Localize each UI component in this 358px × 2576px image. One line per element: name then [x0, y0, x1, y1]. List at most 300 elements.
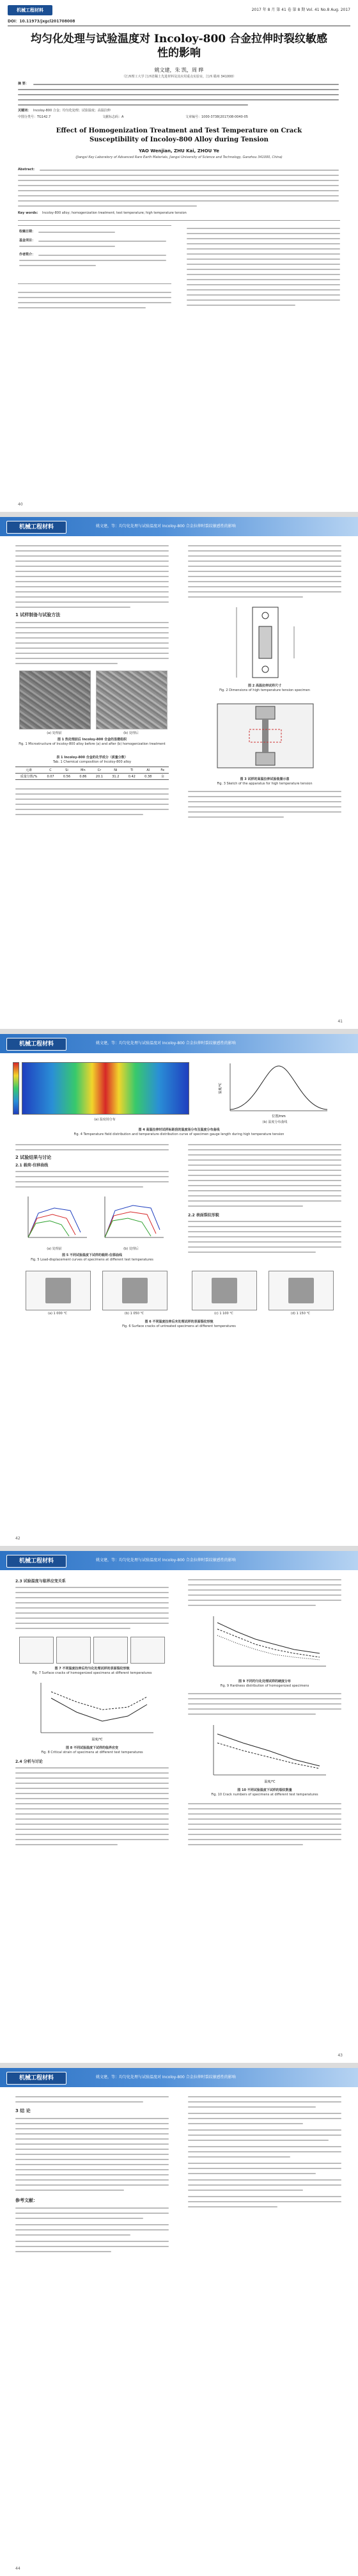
- text-line: [15, 2174, 169, 2175]
- text-line: [188, 1236, 341, 1237]
- fig4-heatmap: [22, 1062, 189, 1115]
- header-band: [0, 1034, 358, 1053]
- authors-cn: 姚文建，朱 凯，周 晔: [154, 67, 204, 73]
- text-line: [18, 307, 146, 308]
- text-line: [188, 796, 341, 797]
- reference-line: [15, 2251, 111, 2252]
- text-line: [15, 586, 169, 587]
- text-line: [15, 561, 169, 562]
- doi: DOI：10.11973/jxgcl201708008: [8, 19, 75, 24]
- header-band: [0, 2068, 358, 2087]
- text-line: [15, 1839, 169, 1840]
- journal-logo: 机械工程材料: [6, 1038, 66, 1051]
- fig1-sub-b: (b) 处理后: [123, 731, 139, 735]
- table-cell: 0.07: [42, 774, 58, 780]
- heading-1: 1 试样制备与试验方法: [15, 612, 61, 617]
- text-line: [188, 1844, 303, 1845]
- page-number: 42: [15, 1536, 20, 1541]
- text-line: [15, 1824, 169, 1825]
- table-cell: 质量分数/%: [15, 774, 42, 780]
- text-line: [188, 1195, 341, 1197]
- fig4-colorbar: [13, 1062, 19, 1115]
- text-line: [188, 1180, 341, 1181]
- text-line: [15, 1818, 169, 1820]
- journal-logo: 机械工程材料: [6, 2072, 66, 2085]
- header-band: [0, 517, 358, 536]
- text-line: [15, 1623, 169, 1624]
- text-line: [15, 2123, 169, 2124]
- specimen-photo: [19, 1637, 54, 1664]
- table-cell: 余: [156, 774, 169, 780]
- text-line: [15, 566, 169, 567]
- text-line: [15, 1772, 169, 1774]
- fig4-caption: 图 4 高温拉伸时试样标距段的温度场分布及温度分布曲线: [138, 1128, 220, 1132]
- load-curve: [105, 1205, 160, 1237]
- title-cn: 均匀化处理与试验温度对 Incoloy-800 合金拉伸时裂纹敏感性的影响: [30, 33, 328, 60]
- text-line: [15, 1186, 143, 1188]
- text-line: [15, 2184, 169, 2186]
- text-line: [15, 2138, 169, 2140]
- text-line: [18, 297, 171, 298]
- text-line: [188, 806, 341, 807]
- text-line: [188, 791, 341, 792]
- fig9-caption-en: Fig. 9 Hardness distribution of homogenized specimens: [220, 1684, 309, 1688]
- table-row: [15, 774, 169, 780]
- text-line: [188, 1226, 341, 1227]
- fig9-caption: 图 9 不同均匀化处理试样的硬度分布: [238, 1680, 291, 1683]
- text-line: [15, 2159, 169, 2160]
- text-line: [18, 292, 171, 293]
- text-line: [18, 185, 339, 186]
- text-line: [15, 622, 169, 623]
- fig10-crack-number-chart: [198, 1721, 332, 1785]
- specimen: [262, 719, 268, 752]
- text-line: [15, 653, 169, 654]
- text-line: [188, 576, 341, 577]
- text-line: [15, 571, 169, 572]
- fig5-plot-a: [19, 1194, 90, 1245]
- text-line: [15, 1628, 130, 1629]
- text-line: [188, 581, 341, 582]
- fig10-caption-en: Fig. 10 Crack numbers of specimens at different test temperatures: [211, 1793, 318, 1797]
- table-cell: Ni: [107, 767, 123, 774]
- text-line: [188, 1708, 341, 1710]
- page-number: 43: [338, 2053, 343, 2058]
- text-line: [15, 658, 169, 659]
- text-line: [188, 1221, 341, 1222]
- text-line: [188, 1231, 341, 1232]
- text-line: [188, 1154, 341, 1156]
- text-line: [15, 637, 169, 639]
- table-cell: 0.42: [124, 774, 140, 780]
- fig9-hardness-chart: [198, 1612, 332, 1676]
- text-line: [188, 1149, 341, 1150]
- fig6-sub-d: (d) 1 150 ℃: [290, 1312, 311, 1316]
- specimen-photo: [130, 1637, 165, 1664]
- specimen-photo: [102, 1271, 167, 1310]
- text-line: [15, 1149, 169, 1150]
- text-line: [18, 104, 248, 106]
- affiliation-cn: （江西理工大学 江西省稀土先进材料及其应用重点实验室，江西 赣州 341000）: [121, 75, 237, 79]
- text-line: [188, 1839, 341, 1840]
- abstract-label: 摘 要：: [18, 82, 29, 86]
- table-cell: Ti: [124, 767, 140, 774]
- text-line: [38, 232, 115, 233]
- text-line: [188, 1205, 303, 1207]
- series-line: [217, 1623, 320, 1653]
- reference-line: [15, 2224, 169, 2225]
- text-line: [15, 814, 143, 815]
- text-line: [15, 1813, 169, 1815]
- keywords-cn-label: 关键词：: [18, 109, 31, 113]
- running-header: 姚文建，等：均匀化处理与试验温度对 Incoloy-800 合金拉伸时裂纹敏感性的影响: [96, 1041, 236, 1046]
- reference-line: [15, 2241, 169, 2242]
- text-line: [15, 799, 169, 800]
- table-cell: 0.86: [75, 774, 91, 780]
- text-line: [188, 555, 341, 557]
- text-line: [188, 566, 341, 567]
- fig6-sub-c: (c) 1 100 ℃: [214, 1312, 233, 1316]
- text-line: [187, 274, 340, 275]
- text-line: [15, 545, 169, 546]
- text-line: [188, 1594, 341, 1596]
- text-line: [187, 279, 340, 280]
- text-line: [187, 243, 340, 244]
- text-line: [188, 1713, 316, 1715]
- page-number: 44: [15, 2566, 20, 2571]
- reference-line: [188, 2163, 341, 2164]
- text-line: [18, 190, 339, 191]
- reference-line: [188, 2135, 341, 2136]
- text-line: [15, 1783, 169, 1784]
- reference-line: [15, 2213, 169, 2214]
- page-1: [0, 0, 358, 512]
- text-line: [15, 2118, 169, 2119]
- fig5-plot-b: [96, 1194, 166, 1245]
- article-number: 文章编号：1000-3738(2017)08-0040-05: [185, 115, 248, 119]
- series-line: [217, 1743, 320, 1769]
- heading-2: 2 试验结果与讨论: [15, 1155, 52, 1160]
- reference-line: [188, 2168, 341, 2169]
- specimen-photo: [192, 1271, 257, 1310]
- running-header: 姚文建，等：均匀化处理与试验温度对 Incoloy-800 合金拉伸时裂纹敏感性的影响: [96, 524, 236, 529]
- text-line: [19, 246, 115, 247]
- fig2-caption: 图 2 高温拉伸试样尺寸: [248, 684, 281, 688]
- fig8-caption: 图 8 不同试验温度下试样的临界应变: [66, 1746, 118, 1750]
- sidebar-label-author: 作者简介：: [19, 253, 36, 257]
- text-line: [188, 801, 341, 802]
- text-line: [188, 1589, 341, 1591]
- text-line: [15, 1171, 169, 1172]
- series-line: [51, 1698, 147, 1721]
- text-line: [15, 1793, 169, 1794]
- text-line: [15, 1618, 169, 1619]
- text-line: [15, 648, 169, 649]
- heading-2-1: 2.1 载荷-位移曲线: [15, 1163, 49, 1168]
- text-line: [188, 1584, 341, 1586]
- journal-logo: 机械工程材料: [6, 1555, 66, 1568]
- reference-line: [188, 2106, 316, 2108]
- text-line: [188, 811, 341, 813]
- page-5: [0, 2068, 358, 2576]
- text-line: [187, 253, 340, 255]
- text-line: [187, 228, 340, 229]
- fig1-caption-en: Fig. 1 Microstructure of Incoloy-800 alloy before (a) and after (b) homogenization treatment: [19, 742, 166, 746]
- text-line: [188, 1175, 341, 1176]
- table1-caption: 表 1 Incoloy-800 合金的化学成分（质量分数）: [56, 756, 128, 759]
- reference-line: [15, 2246, 169, 2247]
- page-number: 41: [338, 1019, 343, 1024]
- text-line: [15, 1602, 169, 1603]
- page-4: [0, 1551, 358, 2063]
- reference-line: [188, 2206, 277, 2207]
- fig1-sub-a: (a) 处理前: [47, 731, 62, 735]
- reference-line: [15, 2234, 130, 2236]
- doc-code: 文献标志码：A: [102, 115, 124, 119]
- text-line: [188, 1579, 341, 1580]
- text-line: [188, 1824, 341, 1825]
- text-line: [15, 1144, 169, 1145]
- abstract-en-label: Abstract:: [18, 168, 35, 171]
- classification: 中图分类号：TG142.7: [18, 115, 51, 119]
- reference-line: [15, 2229, 169, 2230]
- text-line: [188, 1703, 341, 1705]
- text-line: [15, 2101, 143, 2103]
- fig7-caption: 图 7 不同温度拉伸后均匀化处理试样的表面裂纹形貌: [54, 1667, 130, 1671]
- text-line: [15, 2096, 169, 2097]
- sidebar-box: [18, 225, 171, 284]
- text-line: [15, 642, 169, 644]
- table-cell: 0.56: [59, 774, 75, 780]
- reference-line: [188, 2156, 290, 2158]
- text-line: [15, 1597, 169, 1598]
- fig3-caption: 图 3 试样的高温拉伸试验装置示意: [240, 777, 290, 781]
- reference-line: [188, 2173, 316, 2174]
- text-line: [187, 238, 340, 239]
- heading-2-4: 2.4 分析与讨论: [15, 1760, 43, 1764]
- specimen-photo: [56, 1637, 91, 1664]
- fig3-caption-en: Fig. 3 Sketch of the apparatus for high temperature tension: [217, 782, 313, 786]
- text-line: [187, 248, 340, 250]
- text-line: [188, 1829, 341, 1830]
- table1-caption-en: Tab. 1 Chemical composition of Incoloy-800 alloy: [52, 760, 132, 764]
- series-line: [51, 1692, 147, 1710]
- fig3-apparatus: [205, 697, 326, 774]
- text-line: [15, 596, 169, 598]
- reference-line: [188, 2190, 303, 2191]
- fig6-caption: 图 6 不同温度拉伸后未处理试样的表面裂纹形貌: [144, 1320, 214, 1324]
- table-cell: 0.38: [140, 774, 156, 780]
- text-line: [187, 258, 340, 260]
- text-line: [18, 302, 171, 303]
- text-line: [15, 2154, 169, 2155]
- micrograph-after: [96, 671, 167, 729]
- text-line: [188, 1246, 341, 1248]
- text-line: [15, 1777, 169, 1779]
- text-line: [188, 1165, 341, 1166]
- text-line: [188, 1813, 341, 1815]
- reference-line: [188, 2146, 341, 2147]
- text-line: [187, 299, 340, 301]
- text-line: [15, 788, 169, 790]
- journal-logo-text: 机械工程材料: [17, 8, 43, 13]
- text-line: [15, 1181, 169, 1182]
- text-line: [40, 170, 339, 171]
- section-rule: [18, 220, 340, 221]
- text-line: [15, 809, 169, 810]
- reference-line: [15, 2218, 143, 2219]
- fig5-sub-a: (a) 处理前: [47, 1247, 62, 1251]
- text-line: [15, 576, 169, 577]
- reference-line: [188, 2123, 303, 2124]
- text-line: [188, 1600, 341, 1601]
- running-header: 姚文建，等：均匀化处理与试验温度对 Incoloy-800 合金拉伸时裂纹敏感性的影响: [96, 2075, 236, 2079]
- reference-line: [15, 2207, 169, 2209]
- text-line: [188, 1170, 341, 1171]
- text-line: [188, 1159, 341, 1161]
- text-line: [188, 586, 341, 587]
- y-axis-label: 温度/℃: [219, 1083, 222, 1094]
- reference-line: [188, 2196, 341, 2197]
- text-line: [15, 1587, 169, 1588]
- text-line: [19, 260, 166, 261]
- text-line: [188, 596, 303, 598]
- fig5-caption-en: Fig. 5 Load-displacement curves of specimens at different test temperatures: [31, 1258, 153, 1262]
- text-line: [15, 2169, 169, 2170]
- text-line: [188, 1200, 341, 1202]
- fig7-caption-en: Fig. 7 Surface cracks of homogenized specimens at different temperatures: [32, 1671, 152, 1675]
- table-cell: 20.1: [91, 774, 107, 780]
- table-header-row: [15, 767, 169, 774]
- text-line: [188, 1693, 341, 1694]
- specimen-photo: [93, 1637, 128, 1664]
- text-line: [19, 265, 96, 266]
- reference-line: [188, 2118, 341, 2119]
- references-heading: 参考文献：: [15, 2198, 38, 2203]
- grip-bottom: [256, 752, 275, 765]
- text-line: [18, 89, 339, 90]
- text-line: [15, 1176, 169, 1177]
- load-curve: [105, 1212, 156, 1237]
- table-cell: C: [42, 767, 58, 774]
- text-line: [38, 241, 166, 242]
- fig4-curve: [217, 1060, 332, 1118]
- micrograph-before: [19, 671, 91, 729]
- fig8-critical-strain-chart: [26, 1679, 160, 1743]
- text-line: [188, 816, 284, 818]
- text-line: [187, 284, 340, 285]
- text-line: [15, 1607, 169, 1609]
- table-cell: Mn: [75, 767, 91, 774]
- text-line: [15, 1834, 169, 1835]
- table-cell: 31.2: [107, 774, 123, 780]
- text-line: [188, 1144, 341, 1145]
- load-curve: [28, 1214, 75, 1237]
- text-line: [15, 1844, 118, 1845]
- reference-line: [188, 2113, 341, 2114]
- text-line: [188, 591, 341, 592]
- text-line: [15, 555, 169, 557]
- text-line: [18, 180, 339, 181]
- text-line: [188, 1185, 341, 1186]
- specimen-photo: [26, 1271, 91, 1310]
- fig6-sub-b: (b) 1 050 ℃: [124, 1312, 144, 1316]
- table-cell: Cr: [91, 767, 107, 774]
- journal-header: 2017 年 8 月 第 41 卷 第 8 期 Vol. 41 No.8 Aug. 2017: [251, 8, 350, 12]
- text-line: [15, 2190, 124, 2191]
- text-line: [188, 1818, 341, 1820]
- text-line: [15, 2164, 169, 2165]
- text-line: [15, 591, 169, 592]
- reference-line: [188, 2179, 341, 2181]
- running-header: 姚文建，等：均匀化处理与试验温度对 Incoloy-800 合金拉伸时裂纹敏感性的影响: [96, 1558, 236, 1562]
- sidebar-label-fund: 基金项目：: [19, 239, 36, 242]
- fig5-sub-b: (b) 处理后: [123, 1247, 139, 1251]
- text-line: [187, 294, 340, 296]
- fig5-caption: 图 5 不同试验温度下试样的载荷-位移曲线: [61, 1253, 123, 1257]
- specimen-gauge: [259, 626, 272, 658]
- text-line: [187, 289, 340, 290]
- text-line: [15, 2128, 169, 2129]
- text-line: [187, 233, 340, 234]
- fig10-caption: 图 10 不同试验温度下试样的裂纹数量: [237, 1788, 292, 1792]
- text-line: [15, 550, 169, 552]
- text-line: [188, 561, 341, 562]
- table-cell: 元素: [15, 767, 42, 774]
- heading-2-2: 2.2 表面裂纹形貌: [188, 1213, 219, 1218]
- fig1-caption: 图 1 热处理前后 Incoloy-800 合金的显微组织: [57, 738, 127, 742]
- pin-hole: [262, 666, 268, 672]
- fig4-sub-b: (b) 温度分布曲线: [262, 1120, 288, 1124]
- authors-en: YAO Wenjian, ZHU Kai, ZHOU Ye: [139, 148, 219, 154]
- text-line: [18, 175, 339, 176]
- text-line: [15, 1612, 169, 1614]
- sidebar-label-received: 收稿日期：: [19, 230, 36, 234]
- composition-table: [15, 767, 169, 780]
- reference-line: [188, 2101, 341, 2103]
- table-cell: Si: [59, 767, 75, 774]
- text-line: [15, 627, 169, 628]
- page-2: [0, 517, 358, 1029]
- text-line: [15, 581, 169, 582]
- text-line: [15, 1767, 169, 1769]
- text-line: [188, 571, 341, 572]
- text-line: [188, 550, 341, 552]
- x-axis-label: 温度/℃: [264, 1780, 276, 1784]
- fig6-sub-a: (a) 1 000 ℃: [47, 1312, 68, 1316]
- fig8-caption-en: Fig. 8 Critical strain of specimens at different test temperatures: [41, 1751, 143, 1754]
- header-band: [0, 1551, 358, 1570]
- text-line: [15, 2149, 169, 2150]
- text-line: [15, 804, 169, 805]
- text-line: [18, 94, 339, 95]
- text-line: [15, 2143, 169, 2145]
- text-line: [187, 269, 340, 270]
- text-line: [18, 205, 197, 207]
- fig2-caption-en: Fig. 2 Dimensions of high temperature tension specimen: [219, 688, 310, 692]
- text-line: [188, 1241, 341, 1243]
- fig4-caption-en: Fig. 4 Temperature field distribution and temperature distribution curve of specimen gauge length during high temperature tension: [74, 1133, 284, 1136]
- reference-line: [188, 2201, 341, 2202]
- table-cell: Al: [140, 767, 156, 774]
- text-line: [187, 264, 340, 265]
- temperature-curve: [230, 1066, 327, 1109]
- reference-line: [188, 2140, 329, 2141]
- page-number: 40: [18, 502, 23, 507]
- x-axis-label: 温度/℃: [91, 1738, 103, 1742]
- text-line: [18, 195, 339, 196]
- affiliation-en: (Jiangxi Key Laboratory of Advanced Rare Earth Materials, Jiangxi University of Science and Technology, Ganzhou 341000, China): [75, 155, 283, 159]
